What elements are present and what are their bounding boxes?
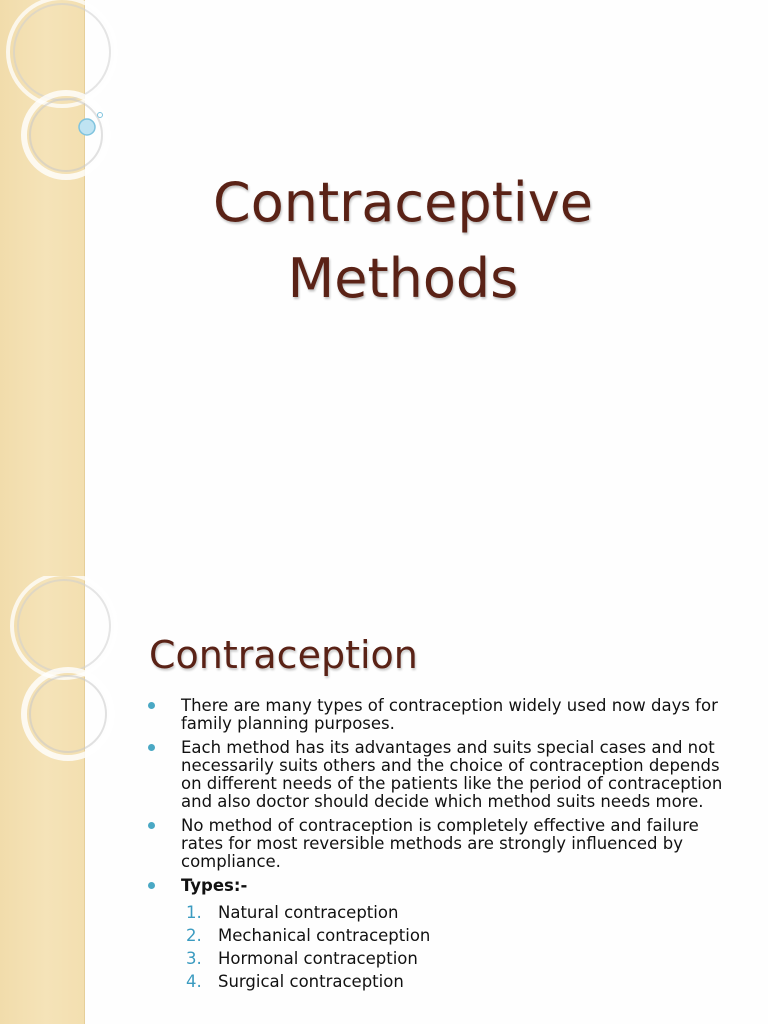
decorative-side-strip (0, 0, 85, 576)
bullet-item (146, 739, 736, 811)
slide-title (160, 165, 646, 317)
bullet-text: No method of contraception is completely effective and failure rates for most reversible methods are strongly influenced by compliance. (181, 816, 699, 871)
types-label: Types:- (181, 876, 248, 895)
decorative-side-strip (0, 576, 85, 1024)
list-number: 4. (186, 972, 202, 991)
list-item-label: Surgical contraception (218, 972, 404, 991)
list-item (146, 947, 736, 970)
bullet-icon (148, 822, 155, 829)
list-item-label: Natural contraception (218, 903, 399, 922)
list-number: 1. (186, 903, 202, 922)
title-line-2: Methods (287, 247, 519, 310)
bullet-icon (148, 744, 155, 751)
content-body (146, 697, 736, 993)
bullet-item (146, 697, 736, 733)
bullet-text: Each method has its advantages and suits special cases and not necessarily suits others and the choice of contraception depends on different needs of the patients like the period of contraception and also doctor should decide which method suits needs more. (181, 738, 723, 811)
list-number: 3. (186, 949, 202, 968)
title-line-1: Contraceptive (213, 171, 593, 234)
list-item (146, 970, 736, 993)
list-number: 2. (186, 926, 202, 945)
bullet-item (146, 817, 736, 871)
types-list (146, 901, 736, 993)
list-item-label: Mechanical contraception (218, 926, 431, 945)
bullet-item-types (146, 877, 736, 895)
list-item (146, 901, 736, 924)
bullet-icon (148, 882, 155, 889)
section-title: Contraception (149, 633, 418, 677)
list-item (146, 924, 736, 947)
bullet-icon (148, 702, 155, 709)
list-item-label: Hormonal contraception (218, 949, 418, 968)
bullet-text: There are many types of contraception widely used now days for family planning purposes. (181, 696, 718, 733)
